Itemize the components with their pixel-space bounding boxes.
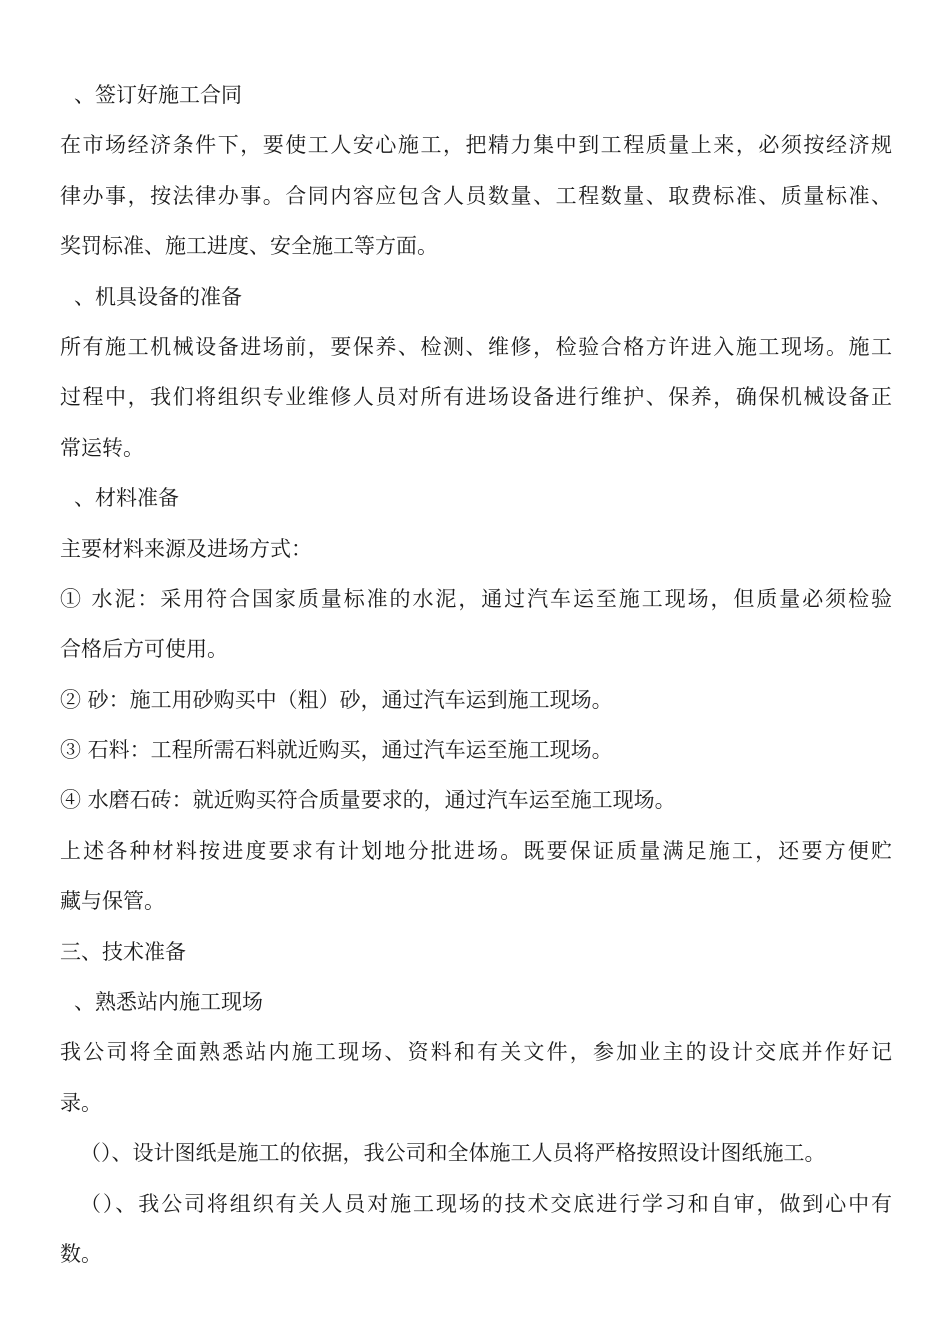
doc-line-body: 藏与保管。 [60,889,165,914]
doc-line-body: 奖罚标准、施工进度、安全施工等方面。 [60,234,438,259]
doc-line-list: ③ 石料：工程所需石料就近购买，通过汽车运至施工现场。 [60,738,613,763]
doc-line-body: 合格后方可使用。 [60,637,228,662]
doc-line-list: ① 水泥：采用符合国家质量标准的水泥，通过汽车运至施工现场，但质量必须检验 [60,586,892,611]
doc-line-heading: 、材料准备 [74,486,179,511]
doc-line-section: 三、技术准备 [60,939,186,964]
doc-line-body: 在市场经济条件下，要使工人安心施工，把精力集中到工程质量上来，必须按经济规 [60,133,892,158]
doc-line-body: 过程中，我们将组织专业维修人员对所有进场设备进行维护、保养，确保机械设备正 [60,385,892,410]
doc-line-list: ④ 水磨石砖：就近购买符合质量要求的，通过汽车运至施工现场。 [60,788,676,813]
doc-line-heading: 、熟悉站内施工现场 [74,990,263,1015]
doc-line-body: 所有施工机械设备进场前，要保养、检测、维修，检验合格方许进入施工现场。施工 [60,334,892,359]
doc-line-body: 主要材料来源及进场方式： [60,536,312,561]
doc-line-item: （）、我公司将组织有关人员对施工现场的技术交底进行学习和自审，做到心中有 [80,1191,892,1216]
doc-line-list: ② 砂：施工用砂购买中（粗）砂，通过汽车运到施工现场。 [60,687,613,712]
document-body [60,70,892,1279]
doc-line-body: 律办事，按法律办事。合同内容应包含人员数量、工程数量、取费标准、质量标准、 [60,183,892,208]
doc-line-body: 我公司将全面熟悉站内施工现场、资料和有关文件，参加业主的设计交底并作好记 [60,1040,892,1065]
doc-line-body: 数。 [60,1241,102,1266]
doc-line-body: 上述各种材料按进度要求有计划地分批进场。既要保证质量满足施工，还要方便贮 [60,838,892,863]
doc-line-item: （）、设计图纸是施工的依据，我公司和全体施工人员将严格按照设计图纸施工。 [80,1141,826,1166]
doc-line-body: 常运转。 [60,435,144,460]
doc-line-heading: 、机具设备的准备 [74,284,242,309]
doc-line-heading: 、签订好施工合同 [74,83,242,107]
doc-line-body: 录。 [60,1090,102,1115]
